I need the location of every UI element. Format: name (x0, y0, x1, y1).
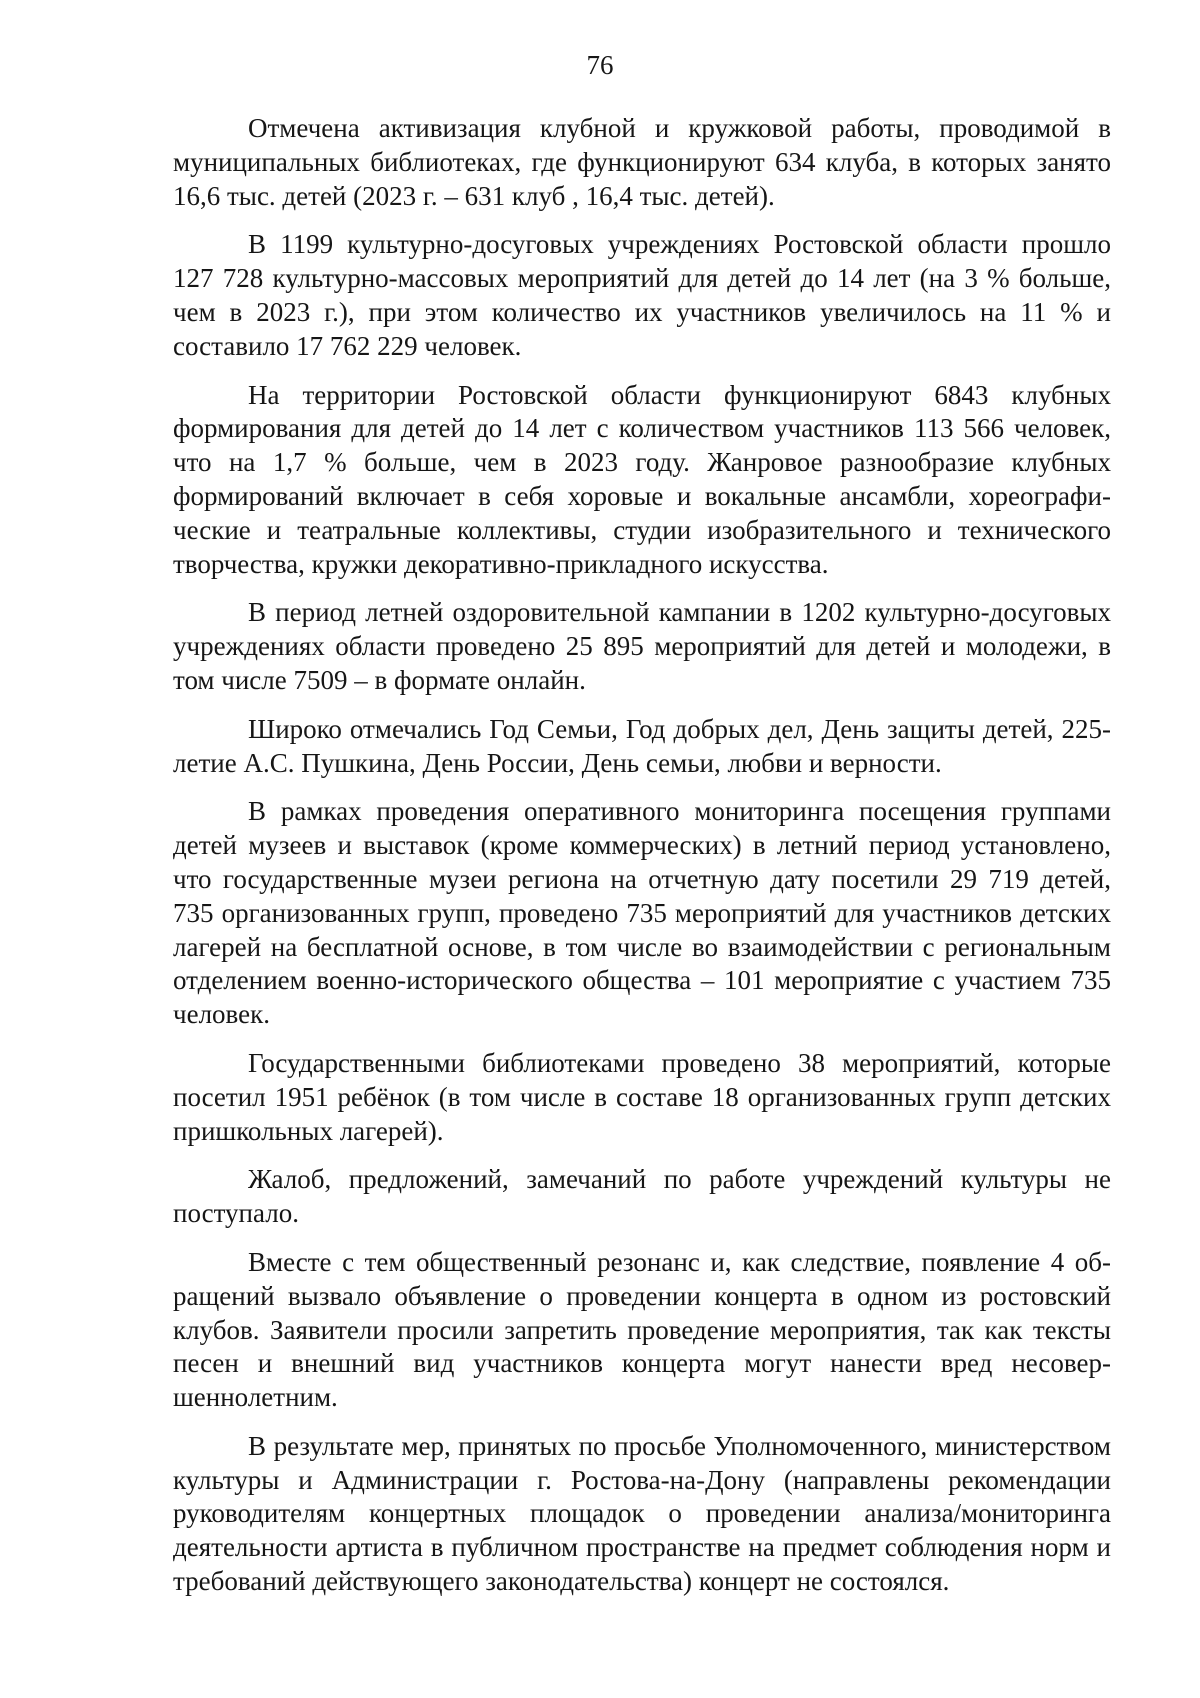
paragraph-measures-result: В результате мер, принятых по просьбе Уполномоченного, министерством культуры и Администрации г. Ростова-на-Дону (направлены рекомендации руководителям концертных площадок о проведении анализа/мониторинга деятельности артиста в публичном пространстве на предмет соблюдения норм и требований действующего законодательства) концерт не состоялся. (173, 1430, 1111, 1597)
paragraph-club-activity: Отмечена активизация клубной и кружковой работы, проводимой в муниципальных библиотеках, где функционируют 634 клуба, в которых занято 16,6 тыс. детей (2023 г. – 631 клуб , 16,4 тыс. детей). (173, 113, 1111, 211)
paragraph-club-formations: На территории Ростовской области функционируют 6843 клубных формирования для детей до 14 лет с количеством участников 113 566 человек, что на 1,7 % больше, чем в 2023 году. Жанровое разнообразие клубных формирований включает в себя хоровые и вокальные ансамбли, хореографические и театральные коллективы, студии изобразительного и технического творчества, кружки декоративно-прикладного искусства. (173, 379, 1111, 579)
paragraph-museum-monitoring: В рамках проведения оперативного мониторинга посещения группами детей музеев и выставок (кроме коммерческих) в летний период установлено, что государственные музеи региона на отчетную дату посетили 29 719 детей, 735 организованных групп, проведено 735 мероприятий для участников детских лагерей на бесплатной основе, в том числе во взаимодействии с региональным отделением военно-исторического общества – 101 мероприятие с участием 735 человек. (173, 796, 1111, 1030)
paragraph-celebrations: Широко отмечались Год Семьи, Год добрых дел, День защиты детей, 225-летие А.С. Пушкина, День России, День семьи, любви и верности. (173, 713, 1111, 778)
page-number: 76 (586, 50, 614, 80)
body-text (173, 112, 1111, 1614)
paragraph-public-resonance: Вместе с тем общественный резонанс и, как следствие, появление 4 обращений вызвало объявление о проведении концерта в одном из ростовский клубов. Заявители просили запретить проведение мероприятия, так как тексты песен и внешний вид участников концерта могут нанести вред несовершеннолетним. (173, 1246, 1111, 1413)
paragraph-state-libraries: Государственными библиотеками проведено 38 мероприятий, которые посетил 1951 ребёнок (в том числе в составе 18 организованных групп детских пришкольных лагерей). (173, 1047, 1111, 1146)
paragraph-cultural-events: В 1199 культурно-досуговых учреждениях Ростовской области прошло 127 728 культурно-массовых мероприятий для детей до 14 лет (на 3 % больше, чем в 2023 г.), при этом количество их участников увеличилось на 11 % и составило 17 762 229 человек. (173, 229, 1111, 361)
paragraph-complaints: Жалоб, предложений, замечаний по работе учреждений культуры не поступало. (173, 1164, 1111, 1229)
paragraph-summer-campaign: В период летней оздоровительной кампании в 1202 культурно-досуговых учреждениях области проведено 25 895 мероприятий для детей и молодежи, в том числе 7509 – в формате онлайн. (173, 597, 1111, 695)
